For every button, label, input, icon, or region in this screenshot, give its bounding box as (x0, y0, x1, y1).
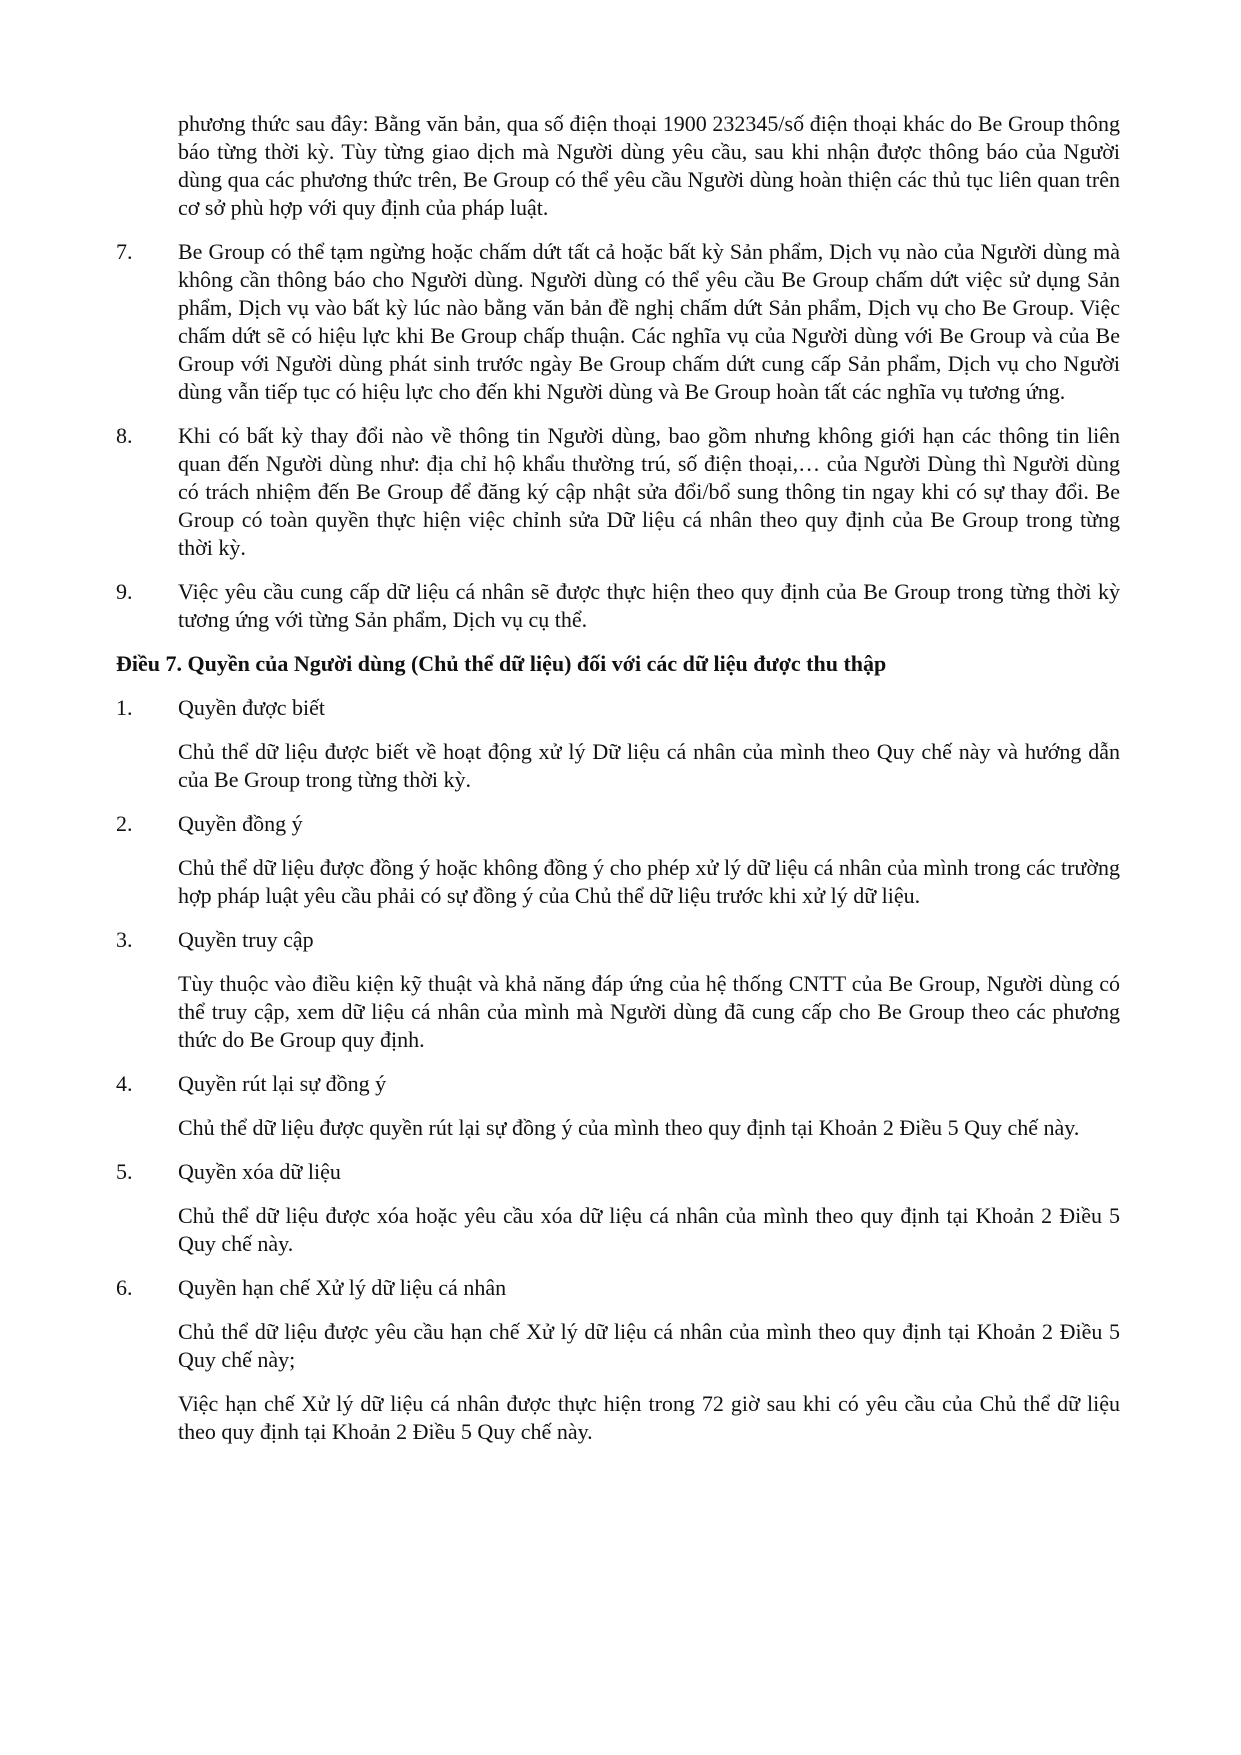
right-title: Quyền được biết (178, 695, 325, 720)
list-item-7 (116, 238, 1120, 406)
right-number: 6. (116, 1275, 133, 1300)
right-number: 5. (116, 1159, 133, 1184)
list-text: Việc yêu cầu cung cấp dữ liệu cá nhân sẽ được thực hiện theo quy định của Be Group trong từng thời kỳ tương ứng với từng Sản phẩm, Dịch vụ cụ thể. (178, 579, 1120, 632)
right-number: 2. (116, 811, 133, 836)
right-paragraph: Chủ thể dữ liệu được đồng ý hoặc không đồng ý cho phép xử lý dữ liệu cá nhân của mình trong các trường hợp pháp luật yêu cầu phải có sự đồng ý của Chủ thể dữ liệu trước khi xử lý dữ liệu. (178, 855, 1120, 908)
right-title: Quyền rút lại sự đồng ý (178, 1071, 387, 1096)
list-number: 8. (116, 423, 133, 448)
right-item-4 (116, 1070, 1120, 1098)
right-paragraph: Chủ thể dữ liệu được biết về hoạt động xử lý Dữ liệu cá nhân của mình theo Quy chế này và hướng dẫn của Be Group trong từng thời kỳ. (178, 739, 1120, 792)
right-paragraph: Tùy thuộc vào điều kiện kỹ thuật và khả năng đáp ứng của hệ thống CNTT của Be Group, Người dùng có thể truy cập, xem dữ liệu cá nhân của mình mà Người dùng đã cung cấp cho Be Group theo các phương thức do Be Group quy định. (178, 971, 1120, 1052)
document-content (116, 110, 1120, 1462)
right-number: 4. (116, 1071, 133, 1096)
right-item-1 (116, 694, 1120, 722)
right-paragraph: Việc hạn chế Xử lý dữ liệu cá nhân được thực hiện trong 72 giờ sau khi có yêu cầu của Chủ thể dữ liệu theo quy định tại Khoản 2 Điều 5 Quy chế này. (178, 1391, 1120, 1444)
right-item-2 (116, 810, 1120, 838)
right-number: 3. (116, 927, 133, 952)
right-title: Quyền đồng ý (178, 811, 303, 836)
right-paragraph: Chủ thể dữ liệu được quyền rút lại sự đồng ý của mình theo quy định tại Khoản 2 Điều 5 Quy chế này. (178, 1115, 1080, 1140)
list-item-8 (116, 422, 1120, 562)
right-item-3 (116, 926, 1120, 954)
right-title: Quyền hạn chế Xử lý dữ liệu cá nhân (178, 1275, 507, 1300)
list-item-9 (116, 578, 1120, 634)
right-paragraph: Chủ thể dữ liệu được yêu cầu hạn chế Xử lý dữ liệu cá nhân của mình theo quy định tại Khoản 2 Điều 5 Quy chế này; (178, 1319, 1120, 1372)
list-number: 7. (116, 239, 133, 264)
article-heading: Điều 7. Quyền của Người dùng (Chủ thể dữ liệu) đối với các dữ liệu được thu thập (116, 651, 887, 676)
list-text: Be Group có thể tạm ngừng hoặc chấm dứt tất cả hoặc bất kỳ Sản phẩm, Dịch vụ nào của Người dùng mà không cần thông báo cho Người dùng. Người dùng có thể yêu cầu Be Group chấm dứt việc sử dụng Sản phẩm, Dịch vụ vào bất kỳ lúc nào bằng văn bản đề nghị chấm dứt Sản phẩm, Dịch vụ cho Be Group. Việc chấm dứt sẽ có hiệu lực khi Be Group chấp thuận. Các nghĩa vụ của Người dùng với Be Group và của Be Group với Người dùng phát sinh trước ngày Be Group chấm dứt cung cấp Sản phẩm, Dịch vụ cho Người dùng vẫn tiếp tục có hiệu lực cho đến khi Người dùng và Be Group hoàn tất các nghĩa vụ tương ứng. (178, 239, 1120, 404)
right-item-6 (116, 1274, 1120, 1302)
right-paragraph: Chủ thể dữ liệu được xóa hoặc yêu cầu xóa dữ liệu cá nhân của mình theo quy định tại Khoản 2 Điều 5 Quy chế này. (178, 1203, 1120, 1256)
list-number: 9. (116, 579, 133, 604)
right-item-5 (116, 1158, 1120, 1186)
right-number: 1. (116, 695, 133, 720)
continued-paragraph: phương thức sau đây: Bằng văn bản, qua số điện thoại 1900 232345/số điện thoại khác do Be Group thông báo từng thời kỳ. Tùy từng giao dịch mà Người dùng yêu cầu, sau khi nhận được thông báo của Người dùng qua các phương thức trên, Be Group có thể yêu cầu Người dùng hoàn thiện các thủ tục liên quan trên cơ sở phù hợp với quy định của pháp luật. (178, 111, 1120, 220)
list-text: Khi có bất kỳ thay đổi nào về thông tin Người dùng, bao gồm nhưng không giới hạn các thông tin liên quan đến Người dùng như: địa chỉ hộ khẩu thường trú, số điện thoại,… của Người Dùng thì Người dùng có trách nhiệm đến Be Group để đăng ký cập nhật sửa đổi/bổ sung thông tin ngay khi có sự thay đổi. Be Group có toàn quyền thực hiện việc chỉnh sửa Dữ liệu cá nhân theo quy định của Be Group trong từng thời kỳ. (178, 423, 1120, 560)
right-title: Quyền truy cập (178, 927, 314, 952)
right-title: Quyền xóa dữ liệu (178, 1159, 341, 1184)
